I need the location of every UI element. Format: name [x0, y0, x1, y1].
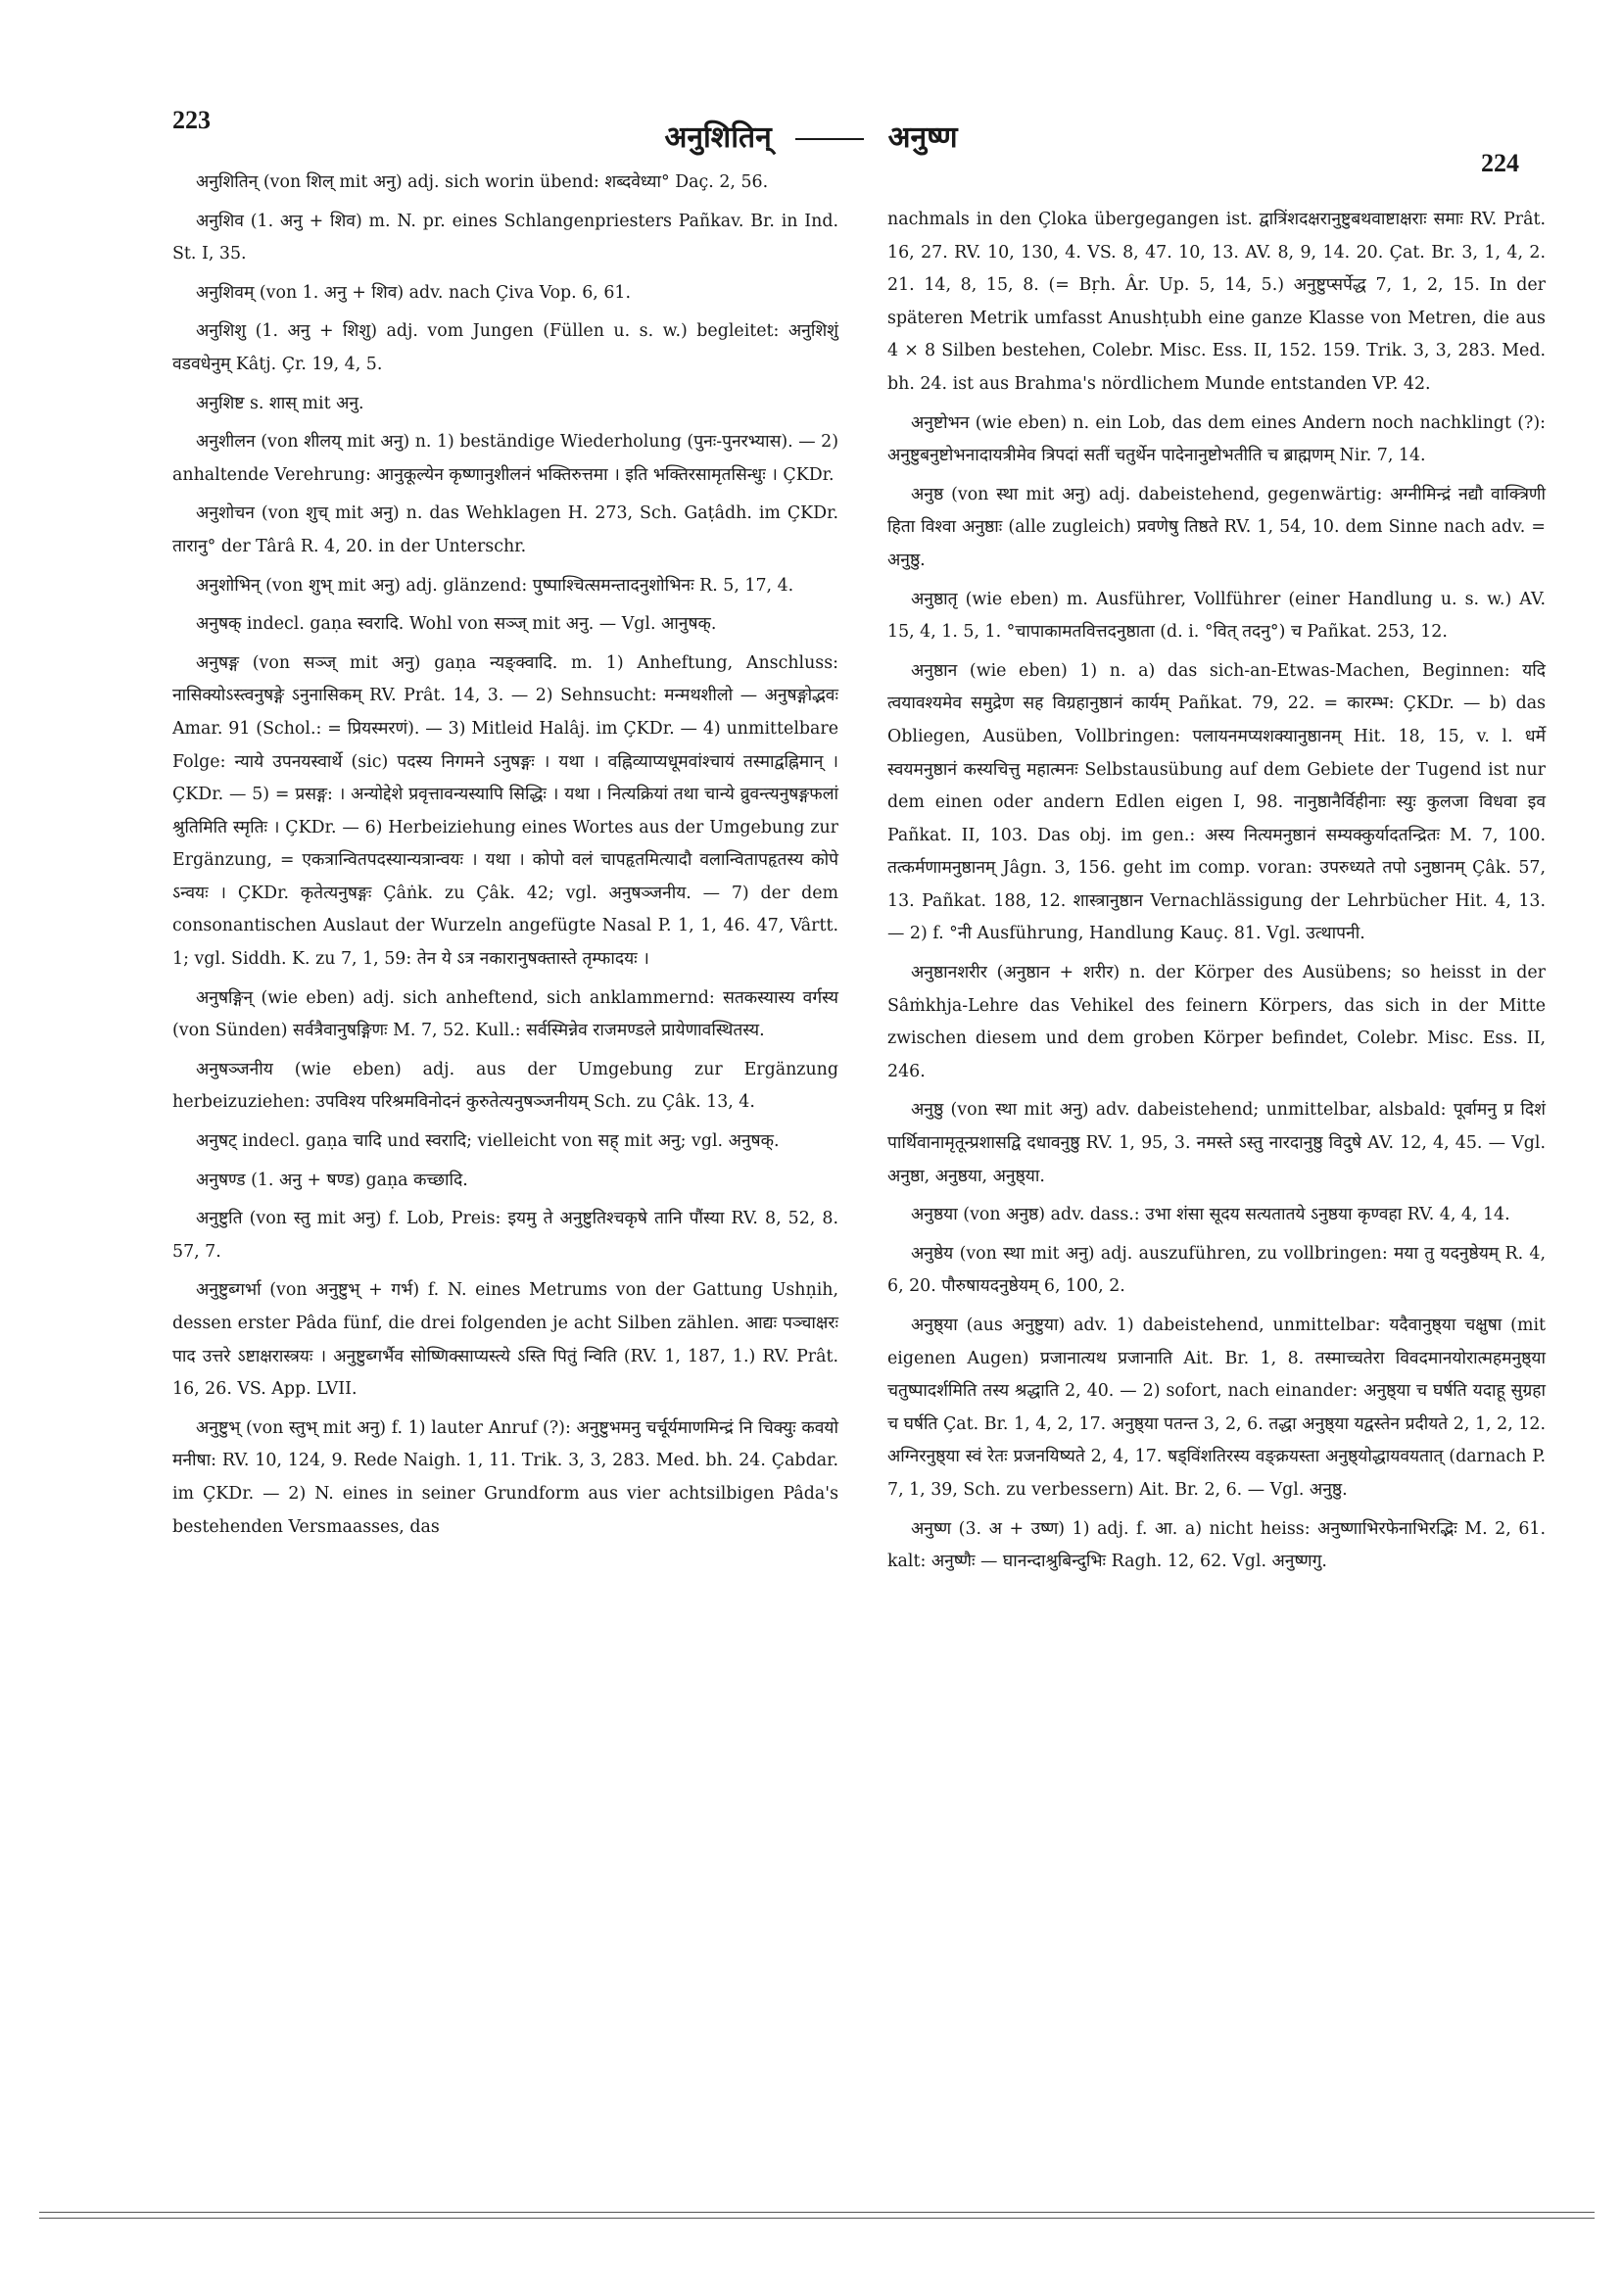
dictionary-entry: अनुषञ्जनीय (wie eben) adj. aus der Umgebung zur Ergänzung herbeizuziehen: उपविश्य परिश्रमविनोदनं कुरुतेत्यनुषञ्जनीयम् Sch. zu Çâk. 13, 4. — [172, 1059, 838, 1113]
page-number-right: 224 — [1481, 149, 1519, 177]
bottom-rule — [39, 2218, 1595, 2219]
dictionary-entry: अनुष्ण (3. अ + उष्ण) 1) adj. f. आ. a) nicht heiss: अनुष्णाभिरफेनाभिरद्भिः M. 2, 61. kalt: अनुष्णैः — घानन्दाश्रुबिन्दुभिः Ragh. 12, 62. Vgl. अनुष्णगु. — [887, 1518, 1546, 1572]
dictionary-entry: nachmals in den Çloka übergegangen ist. द्वात्रिंशदक्षरानुष्टुबथवाष्टाक्षराः समाः RV. Prât. 16, 27. RV. 10, 130, 4. VS. 8, 47. 10, 13. AV. 8, 9, 14. 20. Çat. Br. 3, 1, 4, 2. 21. 14, 8, 15, 8. (= Bṛh. Âr. Up. 5, 14, 5.) अनुष्टुप्सर्पेद्ध 7, 1, 2, 15. In der späteren Metrik umfasst Anushṭubh eine ganze Klasse von Metren, die aus 4 × 8 Silben bestehen, Colebr. Misc. Ess. II, 152. 159. Trik. 3, 3, 283. Med. bh. 24. ist aus Brahma's nördlichem Munde entstanden VP. 42. — [887, 210, 1546, 394]
dictionary-entry: अनुशिष्ट s. शास् mit अनु. — [196, 393, 364, 413]
dictionary-entry: अनुशितिन् (von शिल् mit अनु) adj. sich worin übend: शब्दवेध्या° Daç. 2, 56. — [196, 172, 769, 192]
dictionary-entry: अनुष्ठानशरीर (अनुष्ठान + शरीर) n. der Körper des Ausübens; so heisst in der Sâṁkhja-Lehre das Vehikel des feinern Körpers, das sich in der Mitte zwischen diesem und dem groben Körper befindet, Colebr. Misc. Ess. II, 246. — [887, 963, 1546, 1081]
dictionary-entry: अनुशिवम् (von 1. अनु + शिव) adv. nach Çiva Vop. 6, 61. — [196, 282, 632, 303]
dictionary-entry: अनुषक् indecl. gaṇa स्वरादि. Wohl von सञ्ज् mit अनु. — Vgl. आनुषक्. — [196, 614, 717, 635]
headword-left: अनुशितिन् — [664, 120, 772, 155]
dictionary-entry: अनुष्ठातृ (wie eben) m. Ausführer, Vollführer (einer Handlung u. s. w.) AV. 15, 4, 1. 5, 1. °चापाकामतवित्तदनुष्ठाता (d. i. °वित् तदनु°) च Pañkat. 253, 12. — [887, 589, 1546, 643]
dictionary-entry: अनुषण्ड (1. अनु + षण्ड) gaṇa कच्छादि. — [196, 1170, 468, 1190]
dictionary-entry: अनुषङ्ग (von सञ्ज् mit अनु) gaṇa न्यङ्क्वादि. m. 1) Anheftung, Anschluss: नासिक्योऽस्त्वनुषङ्गे ऽनुनासिकम् RV. Prât. 14, 3. — 2) Sehnsucht: मन्मथशीलो — अनुषङ्गोद्भवः Amar. 91 (Schol.: = प्रियस्मरणं). — 3) Mitleid Halâj. im ÇKDr. — 4) unmittelbare Folge: न्याये उपनयस्वार्थे (sic) पदस्य निगमने ऽनुषङ्गः । यथा । वह्निव्याप्यधूमवांश्चायं तस्माद्वह्निमान् । ÇKDr. — 5) = प्रसङ्ग: । अन्योद्देशे प्रवृत्तावन्यस्यापि सिद्धिः । यथा । नित्यक्रियां तथा चान्ये व्रुवन्त्यनुषङ्गफलां श्रुतिमिति स्मृतिः । ÇKDr. — 6) Herbeiziehung eines Wortes aus der Umgebung zur Ergänzung, = एकत्रान्वितपदस्यान्यत्रान्वयः । यथा । कोपो वलं चापहृतमित्यादौ वलान्वितापहृतस्य कोपे ऽन्वयः । ÇKDr. कृतेत्यनुषङ्गः Çâṅk. zu Çâk. 42; vgl. अनुषञ्जनीय. — 7) der dem consonantischen Auslaut der Wurzeln angefügte Nasal P. 1, 1, 46. 47, Vârtt. 1; vgl. Siddh. K. zu 7, 1, 59: तेन ये ऽत्र नकारानुषक्तास्ते तृम्फादयः । — [172, 652, 838, 970]
page-number-left: 223 — [172, 106, 211, 134]
dictionary-entry: अनुष्टोभन (wie eben) n. ein Lob, das dem eines Andern noch nachklingt (?): अनुष्टुबनुष्टोभनादायत्रीमेव त्रिपदां सतीं चतुर्थेन पादेनानुष्टोभतीति च ब्राह्मणम् Nir. 7, 14. — [887, 412, 1546, 466]
dictionary-entry: अनुष्टुब्गर्भा (von अनुष्टुभ् + गर्भ) f. N. eines Metrums von der Gattung Ushṇih, dessen erster Pâda fünf, die drei folgenden je acht Silben zählen. आद्यः पञ्चाक्षरः पाद उत्तरे ऽष्टाक्षरास्त्रयः । अनुष्टुब्गर्भैव सोष्णिक्साप्यस्त्ये ऽस्ति पितुं न्विति (RV. 1, 187, 1.) RV. Prât. 16, 26. VS. App. LVII. — [172, 1280, 838, 1400]
running-head — [0, 116, 1622, 156]
dictionary-entry: अनुष्ठ्या (aus अनुष्टुया) adv. 1) dabeistehend, unmittelbar: यदैवानुष्ठ्या चक्षुषा (mit eigenen Augen) प्रजानात्यथ प्रजानाति Ait. Br. 1, 8. तस्माच्चतेरा विवदमानयोरात्महमनुष्ठ्या चतुष्पादर्शमिति तस्य श्रद्धाति 2, 40. — 2) sofort, nach einander: अनुष्ठ्या च घर्षति यदाहू सुग्रहा च घर्षति Çat. Br. 1, 4, 2, 17. अनुष्ठ्या पतन्त 3, 2, 6. तद्धा अनुष्ठ्या यद्वस्तेन प्रदीयते 2, 1, 2, 12. अग्निरनुष्ठ्या स्वं रेतः प्रजनयिष्यते 2, 4, 17. षड्विंशतिरस्य वङ्क्रयस्ता अनुष्ठ्योद्धायवयतात् (darnach P. 7, 1, 39, Sch. zu verbessern) Ait. Br. 2, 6. — Vgl. अनुष्ठु. — [887, 1315, 1546, 1500]
headword-right: अनुष्ण — [887, 120, 958, 155]
dictionary-entry: अनुष्ठया (von अनुष्ठ) adv. dass.: उभा शंसा सूदय सत्यतातये ऽनुष्ठया कृण्वहा RV. 4, 4, 14. — [911, 1205, 1510, 1225]
dictionary-entry: अनुष्ठान (wie eben) 1) n. a) das sich-an-Etwas-Machen, Beginnen: यदि त्वयावश्यमेव समुद्रेण सह विग्रहानुष्ठानं कार्यम् Pañkat. 79, 22. = कारम्भ: ÇKDr. — b) das Obliegen, Ausüben, Vollbringen: पलायनमप्यशक्यानुष्ठानम् Hit. 18, 15, v. l. धर्मे स्वयमनुष्ठानं कस्यचित्तु महात्मनः Selbstausübung auf dem Gebiete der Tugend ist nur dem einen oder andern Edlen eigen I, 98. नानुष्ठानैर्विहीनाः स्युः कुलजा विधवा इव Pañkat. II, 103. Das obj. im gen.: अस्य नित्यमनुष्ठानं सम्यक्कुर्यादतन्द्रितः M. 7, 100. तत्कर्मणामनुष्ठानम् Jâgn. 3, 156. geht im comp. voran: उपरुध्यते तपो ऽनुष्ठानम् Çâk. 57, 13. Pañkat. 188, 12. शास्त्रानुष्ठान Vernachlässigung der Lehrbücher Hit. 4, 13. — 2) f. °नी Ausführung, Handlung Kauç. 81. Vgl. उत्थापनी. — [887, 660, 1546, 944]
dictionary-entry: अनुष्ठ (von स्था mit अनु) adj. dabeistehend, gegenwärtig: अग्नीमिन्द्रं नद्यौ वाक्त्रिणी हिता विश्वा अनुष्ठाः (alle zugleich) प्रवणेषु तिष्ठते RV. 1, 54, 10. dem Sinne nach adv. = अनुष्ठु. — [887, 484, 1546, 570]
bottom-rule — [39, 2212, 1595, 2213]
dictionary-entry: अनुष्टुभ् (von स्तुभ् mit अनु) f. 1) lauter Anruf (?): अनुष्टुभमनु चर्चूर्यमाणमिन्द्रं नि चिक्युः कवयो मनीषा: RV. 10, 124, 9. Rede Naigh. 1, 11. Trik. 3, 3, 283. Med. bh. 24. Çabdar. im ÇKDr. — 2) N. eines in seiner Grundform aus vier achtsilbigen Pâda's bestehenden Versmaasses, das — [172, 1417, 838, 1537]
head-dash — [795, 138, 864, 140]
dictionary-entry: अनुशोभिन् (von शुभ् mit अनु) adj. glänzend: पुष्पाश्चित्समन्तादनुशोभिनः R. 5, 17, 4. — [196, 575, 794, 596]
dictionary-entry: अनुशीलन (von शीलय् mit अनु) n. 1) beständige Wiederholung (पुनः-पुनरभ्यास). — 2) anhaltende Verehrung: आनुकूल्येन कृष्णानुशीलनं भक्तिरुत्तमा । इति भक्तिरसामृतसिन्धुः । ÇKDr. — [172, 432, 838, 485]
dictionary-entry: अनुशोचन (von शुच् mit अनु) n. das Wehklagen H. 273, Sch. Gaṭâdh. im ÇKDr. तारानु° der Târâ R. 4, 20. in der Unterschr. — [172, 503, 838, 556]
left-column — [172, 167, 838, 1550]
dictionary-entry: अनुष्ठु (von स्था mit अनु) adv. dabeistehend; unmittelbar, alsbald: पूर्वामनु प्र दिशं पार्थिवानामृतून्प्रशासद्वि दधावनुष्ठु RV. 1, 95, 3. नमस्ते ऽस्तु नारदानुष्ठु विदुषे AV. 12, 4, 45. — Vgl. अनुष्ठा, अनुष्ठया, अनुष्ठ्या. — [887, 1100, 1546, 1186]
dictionary-entry: अनुषट् indecl. gaṇa चादि und स्वरादि; vielleicht von सह् mit अनु; vgl. अनुषक्. — [196, 1131, 780, 1152]
dictionary-entry: अनुष्ठेय (von स्था mit अनु) adj. auszuführen, zu vollbringen: मया तु यदनुष्ठेयम् R. 4, 6, 20. पौरुषायदनुष्ठेयम् 6, 100, 2. — [887, 1243, 1546, 1297]
dictionary-entry: अनुष्टुति (von स्तु mit अनु) f. Lob, Preis: इयमु ते अनुष्टुतिश्चकृषे तानि पौंस्या RV. 8, 52, 8. 57, 7. — [172, 1209, 838, 1262]
dictionary-entry: अनुषङ्गिन् (wie eben) adj. sich anheftend, sich anklammernd: सतकस्यास्य वर्गस्य (von Sünden) सर्वत्रैवानुषङ्गिणः M. 7, 52. Kull.: सर्वस्मिन्नेव राजमण्डले प्रायेणावस्थितस्य. — [172, 987, 838, 1041]
dictionary-entry: अनुशिव (1. अनु + शिव) m. N. pr. eines Schlangenpriesters Pañkav. Br. in Ind. St. I, 35. — [172, 211, 838, 264]
dictionary-entry: अनुशिशु (1. अनु + शिशु) adj. vom Jungen (Füllen u. s. w.) begleitet: अनुशिशुं वडवधेनुम् Kâtj. Çr. 19, 4, 5. — [172, 321, 838, 374]
right-column — [887, 204, 1546, 1585]
